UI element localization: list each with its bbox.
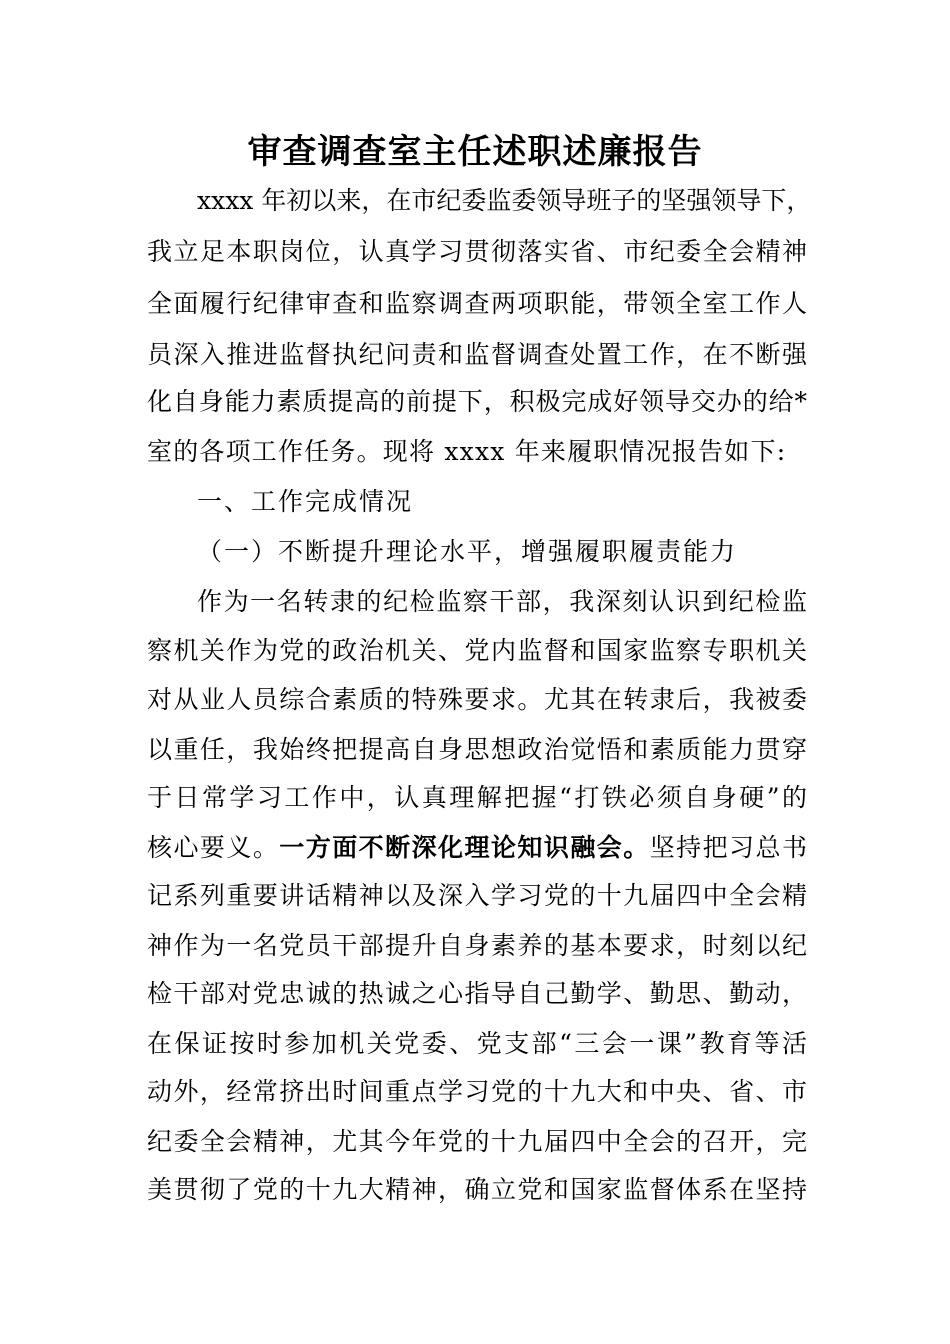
- paragraph-line: 我立足本职岗位，认真学习贯彻落实省、市纪委全会精神: [147, 237, 807, 266]
- paragraph-line: 检干部对党忠诚的热诚之心指导自己勤学、勤思、勤动，: [147, 979, 807, 1008]
- paragraph-line: 于日常学习工作中，认真理解把握“打铁必须自身硬”的: [147, 783, 807, 812]
- paragraph-line: xxxx 年初以来，在市纪委监委领导班子的坚强领导下，: [197, 186, 812, 215]
- text-span: 坚持把习总书: [649, 833, 807, 862]
- section-heading: 一、工作完成情况: [197, 487, 414, 516]
- paragraph-line: 神作为一名党员干部提升自身素养的基本要求，时刻以纪: [147, 931, 807, 960]
- paragraph-line: 动外，经常挤出时间重点学习党的十九大和中央、省、市: [147, 1077, 807, 1106]
- subsection-heading: （一）不断提升理论水平，增强履职履责能力: [197, 537, 738, 566]
- paragraph-line: 以重任，我始终把提高自身思想政治觉悟和素质能力贯穿: [147, 735, 807, 764]
- paragraph-line: 全面履行纪律审查和监察调查两项职能，带领全室工作人: [147, 289, 807, 318]
- paragraph-line: 员深入推进监督执纪问责和监督调查处置工作，在不断强: [147, 340, 807, 369]
- paragraph-line: 记系列重要讲话精神以及深入学习党的十九届四中全会精: [147, 881, 807, 910]
- paragraph-line: 作为一名转隶的纪检监察干部，我深刻认识到纪检监: [197, 587, 807, 616]
- paragraph-line: 察机关作为党的政治机关、党内监督和国家监察专职机关: [147, 636, 807, 665]
- paragraph-line: 纪委全会精神，尤其今年党的十九届四中全会的召开，完: [147, 1127, 807, 1156]
- paragraph-line-emphasis: [147, 830, 807, 866]
- paragraph-line: 在保证按时参加机关党委、党支部“三会一课”教育等活: [147, 1029, 807, 1058]
- emphasis-text: 一方面不断深化理论知识融会。: [279, 833, 650, 862]
- paragraph-line: 对从业人员综合素质的特殊要求。尤其在转隶后，我被委: [147, 685, 807, 714]
- paragraph-line: 化自身能力素质提高的前提下，积极完成好领导交办的给*: [147, 387, 807, 416]
- paragraph-line: 室的各项工作任务。现将 xxxx 年来履职情况报告如下:: [147, 437, 787, 466]
- document-title: 审查调查室主任述职述廉报告: [247, 132, 703, 172]
- paragraph-line: 美贯彻了党的十九大精神，确立党和国家监督体系在坚持: [147, 1175, 807, 1204]
- text-span: 核心要义。: [147, 833, 280, 862]
